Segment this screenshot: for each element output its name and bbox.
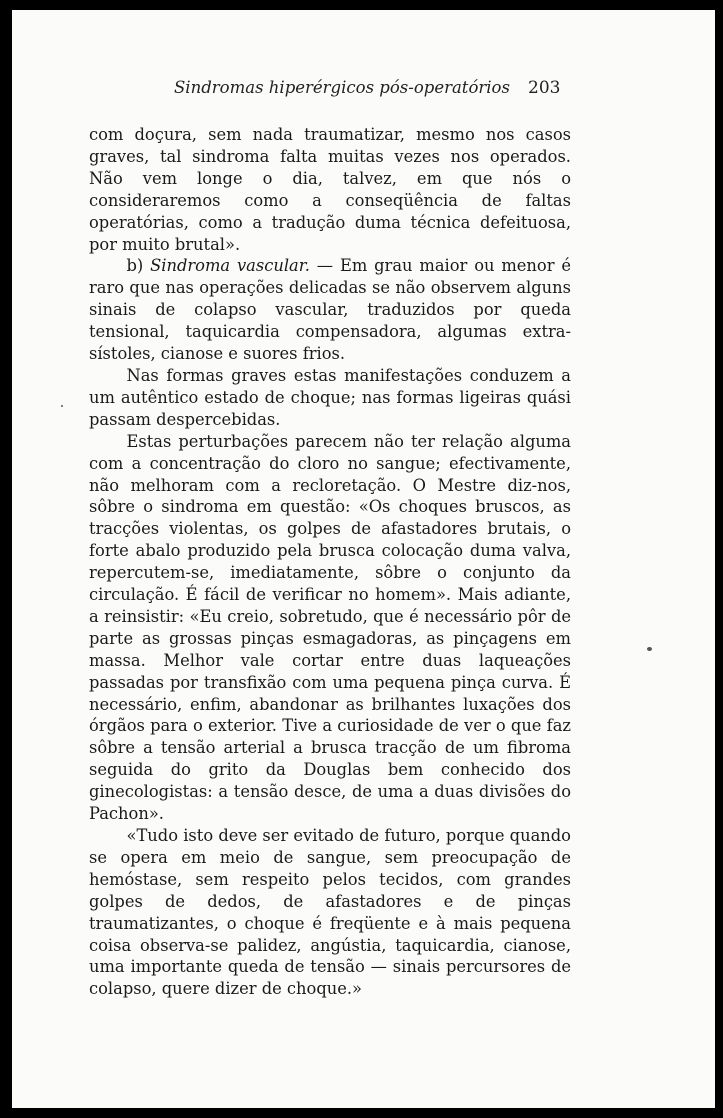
scan-speck	[61, 405, 63, 407]
page-number: 203	[528, 78, 561, 98]
paragraph-vascular-syndrome	[89, 255, 571, 365]
page-header	[12, 78, 715, 102]
running-title: Sindromas hiperérgicos pós-operatórios	[174, 78, 510, 97]
paragraph-quote-conclusion: «Tudo isto deve ser evitado de futuro, porque quando se opera em meio de sangue, sem preocupação de hemóstase, sem respeito pelos tecidos, com grandes golpes de dedos, de afastadores e de pinças traumatizantes, o choque é freqüente e à mais pequena coisa observa-se palidez, angústia, taquicardia, cianose, uma importante queda de tensão — sinais percursores de colapso, quere dizer de choque.»	[89, 826, 571, 999]
body-text	[89, 124, 571, 1000]
paragraph-text: — Em grau maior ou menor é raro que nas operações delicadas se não observem alguns sinais de colapso vascular, traduzidos por queda tensional, taquicardia compensadora, algumas extra-sístoles, cianose e suores frios.	[89, 256, 571, 364]
paragraph-severe-forms: Nas formas graves estas manifestações conduzem a um autêntico estado de choque; nas formas ligeiras quási passam despercebidas.	[89, 365, 571, 429]
paragraph-continuation: com doçura, sem nada traumatizar, mesmo nos casos graves, tal sindroma falta muitas vezes nos operados. Não vem longe o dia, talvez, em que nós o consideraremos como a conseqüência de faltas operatórias, como a tradução duma técnica defeituosa, por muito brutal».	[89, 125, 571, 254]
paragraph-disturbances: Estas perturbações parecem não ter relação alguma com a concentração do cloro no sangue; efectivamente, não melhoram com a recloretação. O Mestre diz-nos, sôbre o sindroma em questão: «Os choques bruscos, as tracções violentas, os golpes de afastadores brutais, o forte abalo produzido pela brusca colocação duma valva, repercutem-se, imediatamente, sôbre o conjunto da circulação. É fácil de verificar no homem». Mais adiante, a reinsistir: «Eu creio, sobretudo, que é necessário pôr de parte as grossas pinças esmagadoras, as pinçagens em massa. Melhor vale cortar entre duas laqueações passadas por transfixão com uma pequena pinça curva. É necessário, enfim, abandonar as brilhantes luxações dos órgãos para o exterior. Tive a curiosidade de ver o que faz sôbre a tensão arterial a brusca tracção de um fibroma seguida do grito da Douglas bem conhecido dos ginecologistas: a tensão desce, de uma a duas divisões do Pachon».	[89, 431, 571, 824]
scan-speck	[647, 647, 652, 651]
book-page	[12, 10, 715, 1108]
section-heading-italic: Sindroma vascular.	[150, 256, 310, 276]
list-marker: b)	[126, 256, 151, 276]
